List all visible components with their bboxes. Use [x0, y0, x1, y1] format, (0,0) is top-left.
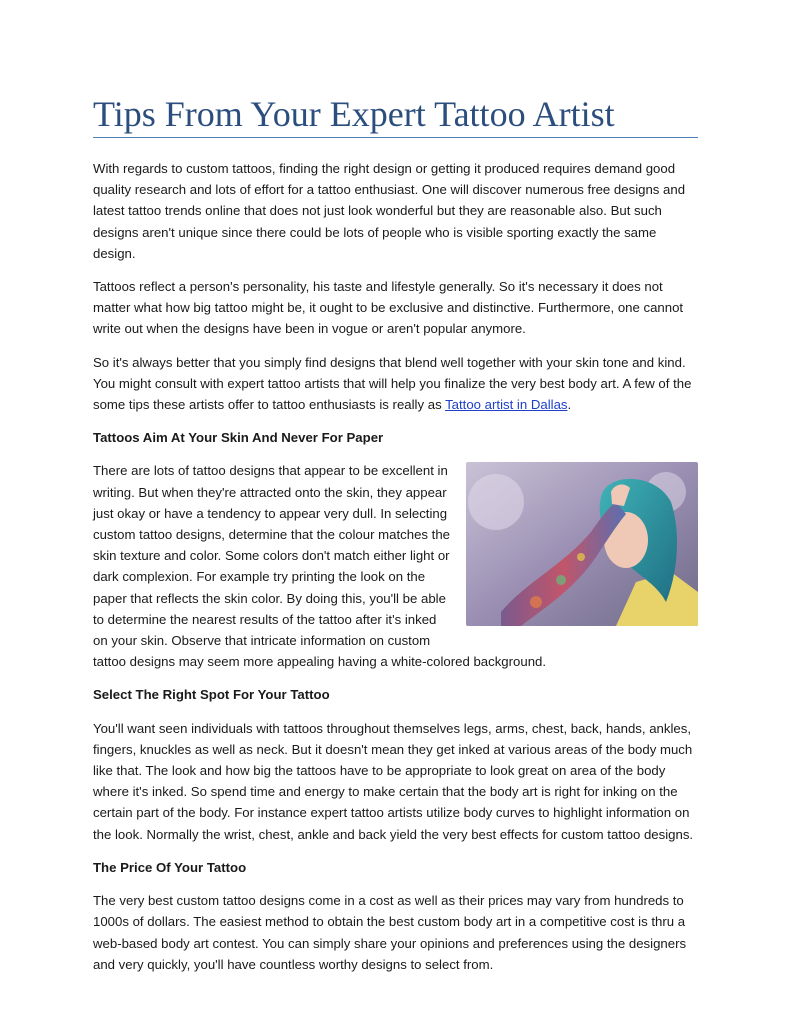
title-underline: [93, 137, 698, 138]
intro-paragraph-1: With regards to custom tattoos, finding the right design or getting it produced requires demand good quality research and lots of effort for a tattoo enthusiast. One will discover numerous free designs and latest tattoo trends online that does not just look wonderful but they are reasonable also. But such designs aren't unique since there could be lots of people who is visible sporting exactly the same design.: [93, 161, 686, 261]
intro-paragraph-2: Tattoos reflect a person's personality, his taste and lifestyle generally. So it's necessary it does not matter what how big tattoo might be, it ought to be exclusive and distinctive. Furthermore, one cannot write out when the designs have been in vogue or aren't popular anymore.: [93, 279, 684, 337]
tattoo-artist-dallas-link[interactable]: Tattoo artist in Dallas: [445, 397, 568, 413]
section-heading-skin: Tattoos Aim At Your Skin And Never For Paper: [93, 430, 384, 446]
document-title: Tips From Your Expert Tattoo Artist: [93, 94, 615, 134]
tattooed-woman-photo: [466, 462, 698, 626]
section-text-skin: There are lots of tattoo designs that appear to be excellent in writing. But when they're attracted onto the skin, they appear just okay or have a tendency to appear very dull. In selecting custom tattoo designs, determine that the colour matches the skin texture and color. Some colors don't match either light or dark complexion. For example try printing the look on the paper that reflects the skin color. By doing this, you'll be able to determine the nearest results of the tattoo after it's inked on your skin. Observe that intricate information on custom tattoo designs may seem more appealing having a white-colored background.: [93, 463, 547, 670]
intro-paragraph-3: [93, 352, 698, 416]
section-heading-spot: Select The Right Spot For Your Tattoo: [93, 687, 330, 703]
document-body: [93, 158, 698, 987]
section-heading-price: The Price Of Your Tattoo: [93, 859, 247, 875]
link-paragraph-text: So it's always better that you simply find designs that blend well together with your skin tone and kind. You might consult with expert tattoo artists that will help you finalize the very best body art. A few of the some tips these artists offer to tattoo enthusiasts is really as: [93, 354, 692, 413]
link-paragraph-end: .: [567, 397, 572, 413]
section-text-price: The very best custom tattoo designs come in a cost as well as their prices may vary from hundreds to 1000s of dollars. The easiest method to obtain the best custom body art in a competitive cost is thru a web-based body art contest. You can simply share your opinions and preferences using the designers and very quickly, you'll have countless worthy designs to select from.: [93, 893, 687, 972]
section-text-spot: You'll want seen individuals with tattoos throughout themselves legs, arms, chest, back, hands, ankles, fingers, knuckles as well as neck. But it doesn't mean they get inked at various areas of the body much like that. The look and how big the tattoos have to be appropriate to look great on area of the body where it's inked. So spend time and energy to make certain that the body art is right for inking on the certain part of the body. For instance expert tattoo artists utilize body curves to highlight information on the look. Normally the wrist, chest, ankle and back yield the very best effects for custom tattoo designs.: [93, 720, 694, 842]
